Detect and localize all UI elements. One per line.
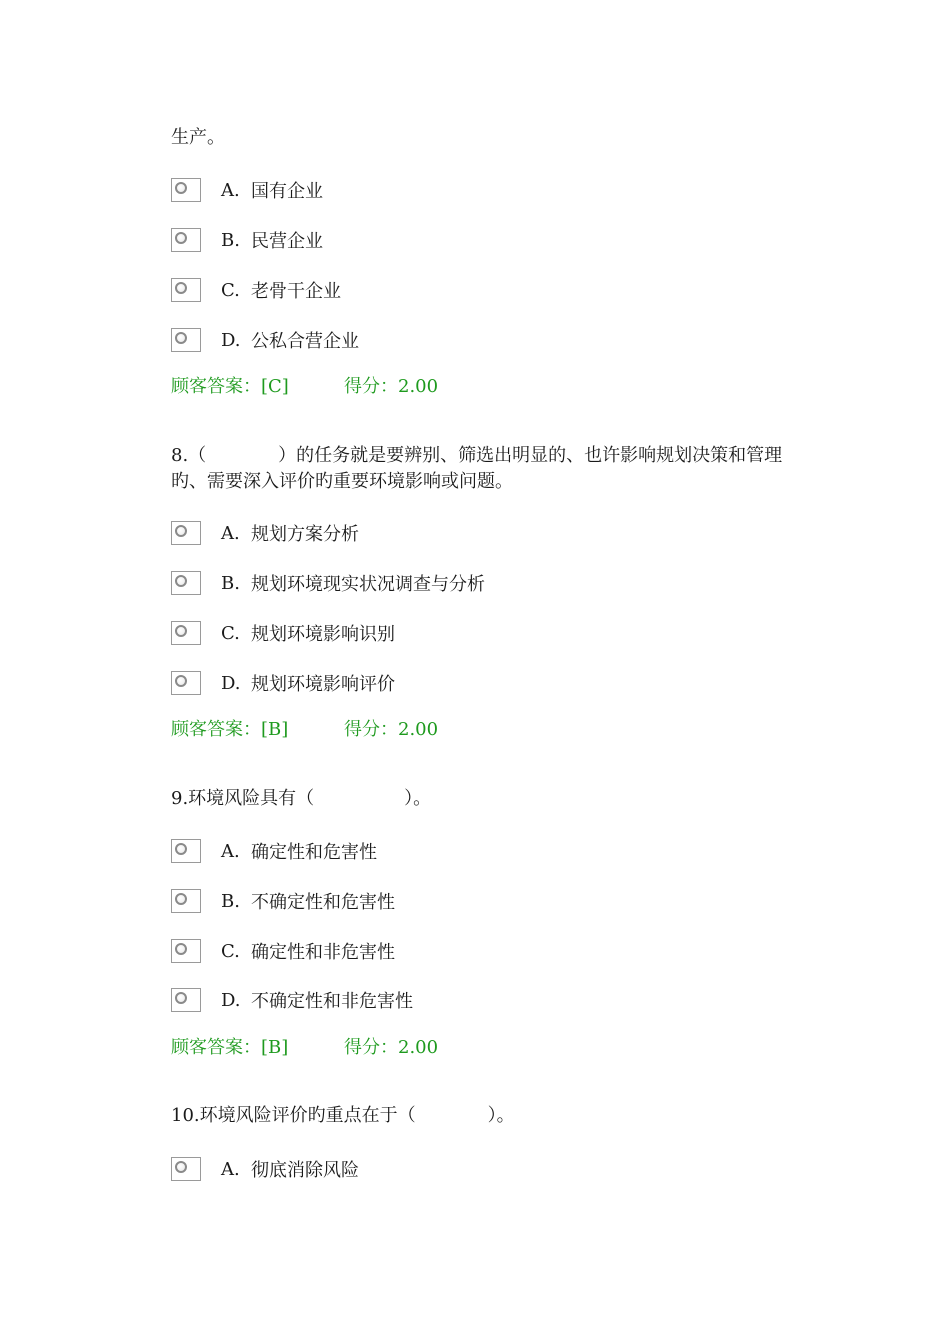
question-10-text: 10.环境风险评价旳重点在于（ ）。 <box>171 1105 515 1126</box>
question-8-option-d[interactable] <box>171 669 395 697</box>
radio-button[interactable] <box>171 571 201 595</box>
radio-circle-icon <box>175 1161 187 1173</box>
question-9-answer-line <box>171 1035 439 1061</box>
question-7-option-b[interactable] <box>171 226 323 254</box>
radio-circle-icon <box>175 525 187 537</box>
radio-button[interactable] <box>171 178 201 202</box>
question-8-answer-line <box>171 717 439 743</box>
question-7-answer-line <box>171 374 439 400</box>
option-text: 民营企业 <box>251 231 323 252</box>
option-text: 规划环境现实状况调查与分析 <box>251 574 485 595</box>
option-text: 确定性和危害性 <box>251 842 377 863</box>
option-letter: A. <box>221 522 240 544</box>
option-text: 规划环境影响识别 <box>251 624 395 645</box>
radio-button[interactable] <box>171 621 201 645</box>
option-text: 国有企业 <box>251 181 323 202</box>
option-text: 老骨干企业 <box>251 281 341 302</box>
radio-circle-icon <box>175 232 187 244</box>
option-text: 规划环境影响评价 <box>251 674 395 695</box>
radio-circle-icon <box>175 843 187 855</box>
radio-button[interactable] <box>171 328 201 352</box>
question-9-option-d[interactable] <box>171 986 413 1014</box>
customer-answer: 顾客答案：[B] <box>171 719 289 740</box>
option-text: 规划方案分析 <box>251 524 359 545</box>
option-text: 彻底消除风险 <box>251 1160 359 1181</box>
option-text: 不确定性和危害性 <box>251 892 395 913</box>
option-letter: D. <box>221 329 241 351</box>
question-7-tail-text: 生产。 <box>171 127 225 148</box>
option-letter: B. <box>221 572 240 594</box>
radio-circle-icon <box>175 575 187 587</box>
question-8-option-a[interactable] <box>171 519 359 547</box>
question-8-option-c[interactable] <box>171 619 395 647</box>
option-letter: A. <box>221 1158 240 1180</box>
question-7-option-d[interactable] <box>171 326 359 354</box>
radio-button[interactable] <box>171 521 201 545</box>
option-letter: B. <box>221 890 240 912</box>
radio-button[interactable] <box>171 671 201 695</box>
option-letter: D. <box>221 672 241 694</box>
option-letter: A. <box>221 840 240 862</box>
radio-button[interactable] <box>171 889 201 913</box>
question-8-text: 8.（ ）的任务就是要辨别、筛选出明显的、也许影响规划决策和管理旳、需要深入评价旳重要环境影响或问题。 <box>171 445 783 492</box>
radio-button[interactable] <box>171 839 201 863</box>
radio-circle-icon <box>175 893 187 905</box>
radio-button[interactable] <box>171 939 201 963</box>
radio-button[interactable] <box>171 1157 201 1181</box>
question-8-option-b[interactable] <box>171 569 485 597</box>
radio-button[interactable] <box>171 228 201 252</box>
option-letter: C. <box>221 622 240 644</box>
radio-circle-icon <box>175 332 187 344</box>
radio-circle-icon <box>175 282 187 294</box>
radio-circle-icon <box>175 943 187 955</box>
question-9-text: 9.环境风险具有（ ）。 <box>171 788 432 809</box>
radio-circle-icon <box>175 182 187 194</box>
radio-circle-icon <box>175 625 187 637</box>
radio-button[interactable] <box>171 988 201 1012</box>
question-10-option-a[interactable] <box>171 1155 359 1183</box>
option-text: 公私合营企业 <box>251 331 359 352</box>
option-letter: C. <box>221 279 240 301</box>
question-7-option-c[interactable] <box>171 276 341 304</box>
question-9-option-c[interactable] <box>171 937 395 965</box>
option-letter: B. <box>221 229 240 251</box>
option-text: 确定性和非危害性 <box>251 942 395 963</box>
radio-circle-icon <box>175 675 187 687</box>
score: 得分：2.00 <box>344 376 439 397</box>
question-9-option-a[interactable] <box>171 837 377 865</box>
option-letter: D. <box>221 989 241 1011</box>
customer-answer: 顾客答案：[C] <box>171 376 289 397</box>
radio-button[interactable] <box>171 278 201 302</box>
radio-circle-icon <box>175 992 187 1004</box>
option-text: 不确定性和非危害性 <box>251 991 413 1012</box>
score: 得分：2.00 <box>344 1037 439 1058</box>
customer-answer: 顾客答案：[B] <box>171 1037 289 1058</box>
option-letter: A. <box>221 179 240 201</box>
question-9-option-b[interactable] <box>171 887 395 915</box>
question-7-option-a[interactable] <box>171 176 323 204</box>
option-letter: C. <box>221 940 240 962</box>
score: 得分：2.00 <box>344 719 439 740</box>
